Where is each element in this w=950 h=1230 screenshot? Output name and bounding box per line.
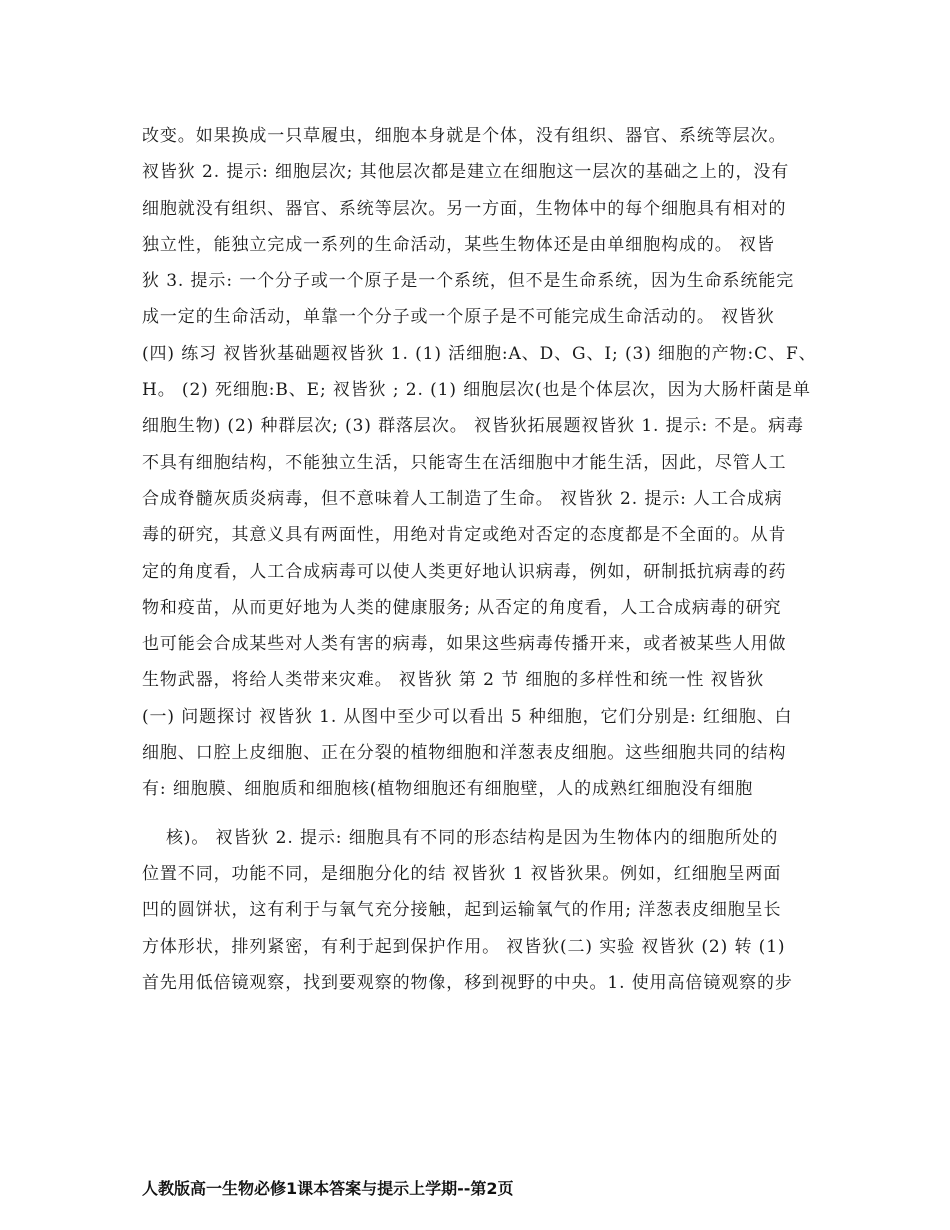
text-line: 毒的研究，其意义具有两面性，用绝对肯定或绝对否定的态度都是不全面的。从肯 [142,525,787,546]
text-line: 生物武器，将给人类带来灾难。 衩皆狄 第 2 节 细胞的多样性和统一性 衩皆狄 [142,670,765,691]
text-line: 方体形状，排列紧密，有利于起到保护作用。 衩皆狄(二) 实验 衩皆狄 (2) 转 (1) [142,936,786,957]
text-line: 核)。 衩皆狄 2. 提示: 细胞具有不同的形态结构是因为生物体内的细胞所处的 [166,827,779,848]
text-line: 细胞就没有组织、器官、系统等层次。另一方面，生物体中的每个细胞具有相对的 [142,198,787,219]
text-line: 首先用低倍镜观察，找到要观察的物像，移到视野的中央。1. 使用高倍镜观察的步 [142,972,793,993]
text-line: 凹的圆饼状，这有利于与氧气充分接触，起到运输氧气的作用; 洋葱表皮细胞呈长 [142,900,782,921]
text-line: 不具有细胞结构，不能独立生活，只能寄生在活细胞中才能生活，因此，尽管人工 [142,452,787,473]
text-line: 衩皆狄 2. 提示: 细胞层次; 其他层次都是建立在细胞这一层次的基础之上的，没有 [142,162,790,183]
text-line: 定的角度看，人工合成病毒可以使人类更好地认识病毒，例如，研制抵抗病毒的药 [142,561,787,582]
text-line: (一) 问题探讨 衩皆狄 1. 从图中至少可以看出 5 种细胞，它们分别是: 红细胞、白 [142,706,793,727]
text-line: 独立性，能独立完成一系列的生命活动，某些生物体还是由单细胞构成的。 衩皆 [142,234,775,255]
document-body [142,118,822,1001]
text-line: 物和疫苗，从而更好地为人类的健康服务; 从否定的角度看，人工合成病毒的研究 [142,597,782,618]
text-line: 有: 细胞膜、细胞质和细胞核(植物细胞还有细胞壁，人的成熟红细胞没有细胞 [142,779,754,800]
text-line: 位置不同，功能不同，是细胞分化的结 衩皆狄 1 衩皆狄果。例如，红细胞呈两面 [142,863,782,884]
text-line: 改变。如果换成一只草履虫，细胞本身就是个体，没有组织、器官、系统等层次。 [142,126,787,146]
text-line: 也可能会合成某些对人类有害的病毒，如果这些病毒传播开来，或者被某些人用做 [142,634,787,655]
text-line: (四) 练习 衩皆狄基础题衩皆狄 1. (1) 活细胞:A、D、G、I; (3) 细胞的产物:C、F、 [142,343,817,364]
text-line: 细胞、口腔上皮细胞、正在分裂的植物细胞和洋葱表皮细胞。这些细胞共同的结构 [142,743,787,764]
text-line: 合成脊髓灰质炎病毒，但不意味着人工制造了生命。 衩皆狄 2. 提示: 人工合成病 [142,488,783,509]
text-line: 狄 3. 提示: 一个分子或一个原子是一个系统，但不是生命系统，因为生命系统能完 [142,271,795,292]
text-line: 成一定的生命活动，单靠一个分子或一个原子是不可能完成生命活动的。 衩皆狄 [142,307,775,328]
text-line: 细胞生物) (2) 种群层次; (3) 群落层次。 衩皆狄拓展题衩皆狄 1. 提示: 不是。病毒 [142,416,804,437]
page-footer: 人教版高一生物必修1课本答案与提示上学期--第2页 [142,1179,514,1198]
text-line: H。 (2) 死细胞:B、E; 衩皆狄 ; 2. (1) 细胞层次(也是个体层次，因为大肠杆菌是单 [142,380,811,401]
